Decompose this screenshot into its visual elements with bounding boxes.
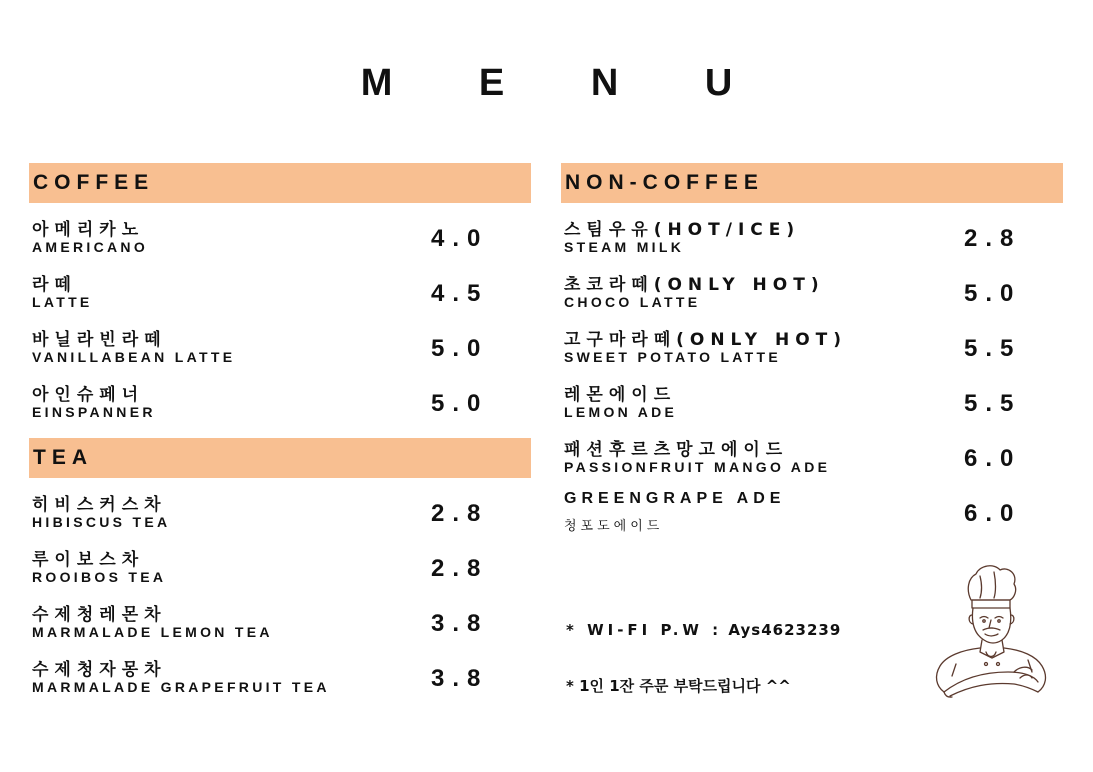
wifi-note [566,621,841,639]
item-price: 2.8 [431,555,489,582]
item-price: 5.0 [431,335,489,362]
item-price: 5.0 [964,280,1022,307]
item-price: 6.0 [964,500,1022,527]
item-korean-name: 히비스커스차 [32,495,167,515]
menu-item [29,653,531,708]
item-english-name: STEAM MILK [564,239,685,255]
order-note: * 1인 1잔 주문 부탁드립니다 ^^ [566,677,791,695]
item-korean-name: 패션후르츠망고에이드 [564,440,789,460]
menu-item [29,543,531,598]
menu-item [561,378,1063,433]
coffee-list [29,213,531,433]
right-column [561,163,1063,543]
item-price: 5.5 [964,335,1022,362]
item-price: 6.0 [964,445,1022,472]
item-english-name: GREENGRAPE ADE [564,490,786,507]
menu-item [29,323,531,378]
coffee-heading: COFFEE [29,163,531,203]
item-english-name: AMERICANO [32,239,149,255]
noncoffee-heading: NON-COFFEE [561,163,1063,203]
item-english-name: ROOIBOS TEA [32,569,167,585]
item-korean-name: 아메리카노 [32,220,145,240]
menu-item [29,268,531,323]
item-english-name: MARMALADE LEMON TEA [32,624,273,640]
menu-item [561,213,1063,268]
menu-item [29,378,531,433]
item-korean-name: 청포도에이드 [564,519,664,534]
item-price: 3.8 [431,610,489,637]
item-english-name: MARMALADE GRAPEFRUIT TEA [32,679,330,695]
left-column [29,163,531,708]
wifi-password: Ays4623239 [728,621,842,639]
menu-item [29,598,531,653]
menu-item [29,488,531,543]
item-price: 4.5 [431,280,489,307]
item-korean-name: 아인슈페너 [32,385,145,405]
item-korean-name: 수제청레몬차 [32,605,167,625]
item-korean-name: 바닐라빈라떼 [32,330,167,350]
item-price: 5.0 [431,390,489,417]
noncoffee-list [561,213,1063,543]
item-price: 4.0 [431,225,489,252]
item-korean-name: 라떼 [32,275,77,295]
menu-item [29,213,531,268]
item-english-name: VANILLABEAN LATTE [32,349,236,365]
item-korean-name: 스팀우유(HOT/ICE) [564,220,801,240]
item-english-name: HIBISCUS TEA [32,514,171,530]
item-english-name: LEMON ADE [564,404,678,420]
item-korean-name: 수제청자몽차 [32,660,167,680]
chef-icon [928,560,1053,702]
item-english-name: LATTE [32,294,93,310]
item-price: 2.8 [431,500,489,527]
item-english-name: EINSPANNER [32,404,156,420]
menu-item [561,323,1063,378]
menu-item [561,433,1063,488]
tea-list [29,488,531,708]
item-english-name: SWEET POTATO LATTE [564,349,782,365]
item-english-name: CHOCO LATTE [564,294,701,310]
item-korean-name: 레몬에이드 [564,385,677,405]
menu-item [561,488,1063,543]
wifi-label: * WI-FI P.W : [566,621,723,639]
item-price: 2.8 [964,225,1022,252]
item-korean-name: 고구마라떼(ONLY HOT) [564,330,848,350]
tea-heading: TEA [29,438,531,478]
item-korean-name: 초코라떼(ONLY HOT) [564,275,825,295]
item-english-name: PASSIONFRUIT MANGO ADE [564,459,831,475]
menu-title: M E N U [360,62,771,104]
menu-item [561,268,1063,323]
item-price: 3.8 [431,665,489,692]
item-price: 5.5 [964,390,1022,417]
item-korean-name: 루이보스차 [32,550,145,570]
